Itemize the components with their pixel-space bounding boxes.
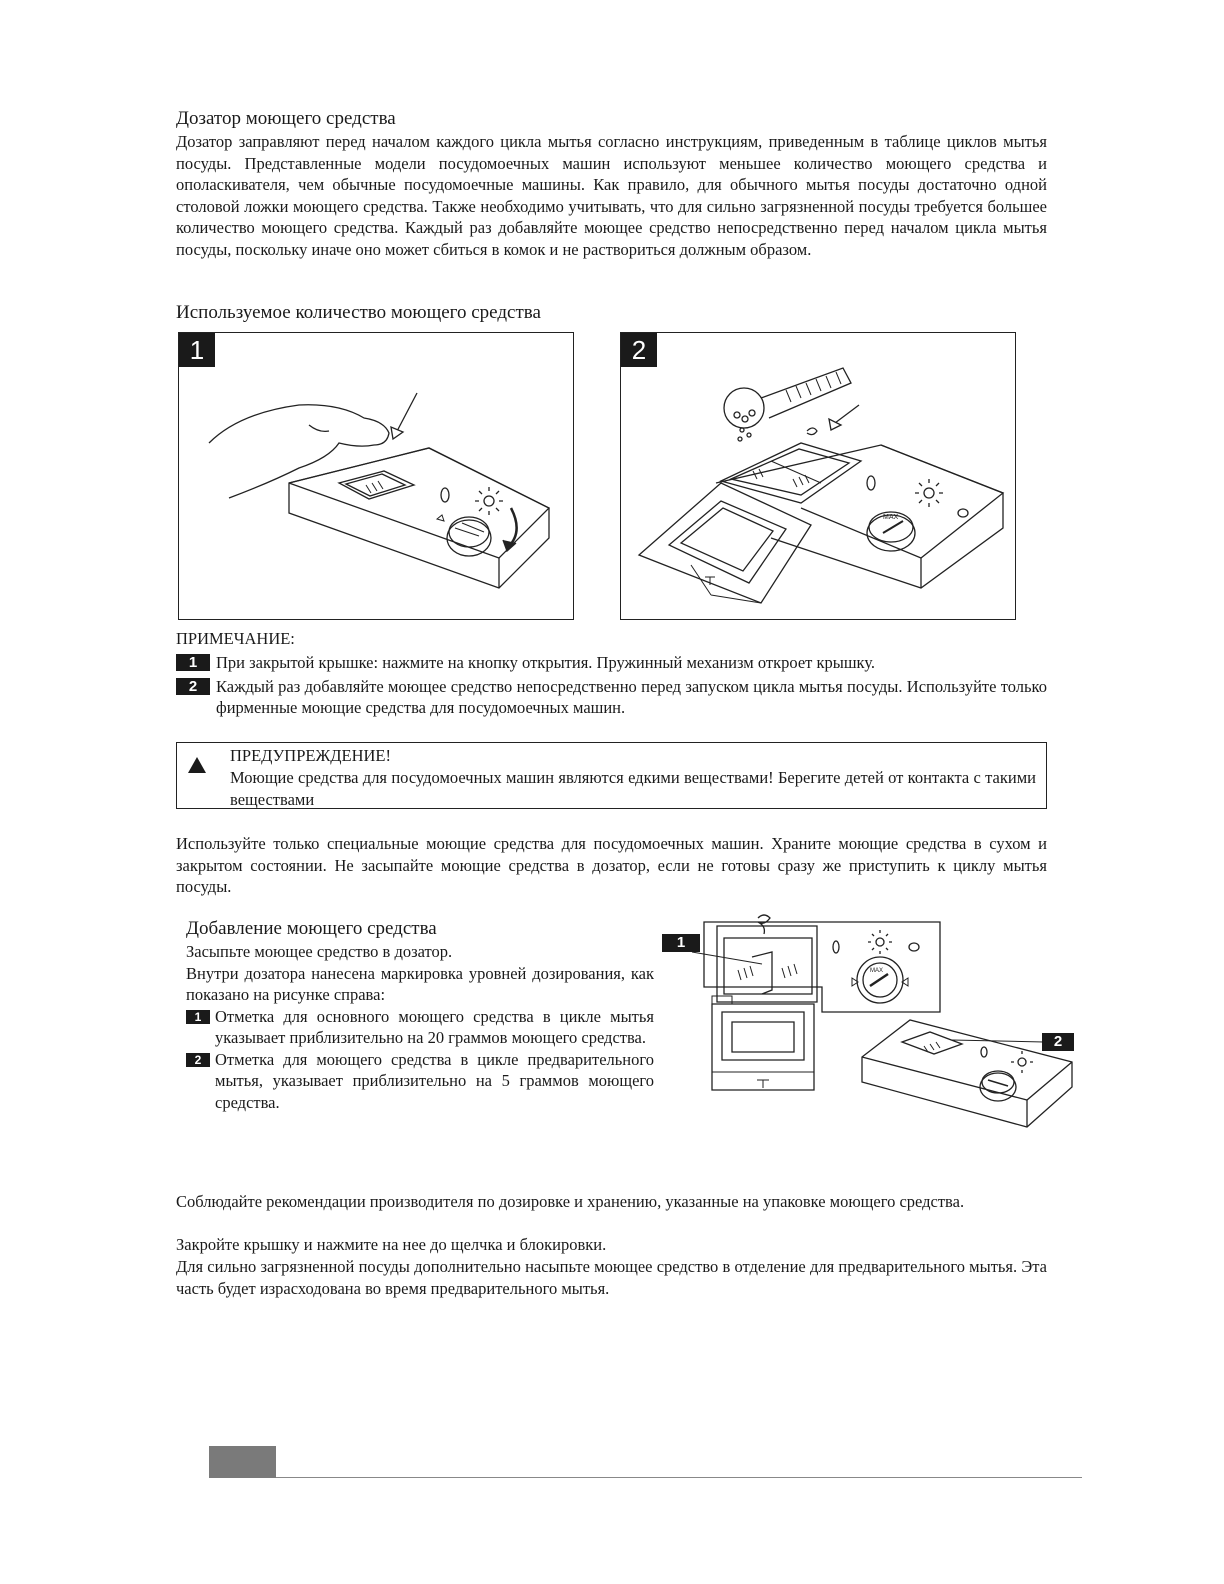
figure-1-tag: 1 (179, 333, 215, 367)
adding-number-badge: 2 (186, 1053, 210, 1067)
note-text: Каждый раз добавляйте моющее средство непосредственно перед запуском цикла мытья посуды. Используйте только фирменные моющие средства для посудомоечных машин. (216, 676, 1047, 717)
figure-2-drawing (621, 333, 1017, 621)
closing-paragraph-1: Соблюдайте рекомендации производителя по дозировке и хранению, указанные на упаковке моющего средства. (176, 1192, 965, 1211)
dispenser-levels-drawing (662, 912, 1082, 1142)
adding-text-block (186, 941, 654, 1113)
adding-list-item (186, 1006, 654, 1049)
figure-1-drawing (179, 333, 575, 621)
figure-2 (620, 332, 1016, 620)
note-text: При закрытой крышке: нажмите на кнопку открытия. Пружинный механизм откроет крышку. (216, 653, 876, 672)
figure-1 (178, 332, 574, 620)
note-number-badge: 1 (176, 654, 210, 671)
figure-2-tag: 2 (621, 333, 657, 367)
warning-title: ПРЕДУПРЕЖДЕНИЕ! (230, 746, 392, 765)
section-title-amount: Используемое количество моющего средства (176, 302, 541, 323)
storage-paragraph: Используйте только специальные моющие средства для посудомоечных машин. Храните моющие средства в сухом и закрытом состоянии. Не засыпайте моющие средства в дозатор, если не готовы сразу же приступить к циклу мытья посуды. (176, 834, 1047, 896)
note-item (176, 652, 1047, 674)
note-list (176, 652, 1047, 719)
warning-text: Моющие средства для посудомоечных машин являются едкими веществами! Берегите детей от контакта с такими веществами (230, 768, 1036, 809)
adding-line-1: Засыпьте моющее средство в дозатор. (186, 942, 453, 961)
section-title-adding: Добавление моющего средства (186, 918, 437, 939)
note-heading: ПРИМЕЧАНИЕ: (176, 629, 295, 648)
levels-max-label: MAX (870, 968, 884, 974)
callout-2: 2 (1042, 1033, 1074, 1051)
warning-icon (188, 757, 206, 773)
adding-item-text: Отметка для основного моющего средства в цикле мытья указывает приблизительно на 20 граммов моющего средства. (215, 1006, 654, 1047)
adding-line-2: Внутри дозатора нанесена маркировка уровней дозирования, как показано на рисунке справа: (186, 963, 654, 1004)
closing-paragraph-3: Для сильно загрязненной посуды дополнительно насыпьте моющее средство в отделение для предварительного мытья. Эта часть будет израсходована во время предварительного мытья. (176, 1257, 1047, 1298)
adding-list-item (186, 1049, 654, 1114)
closing-paragraph-2: Закройте крышку и нажмите на нее до щелчка и блокировки. (176, 1235, 607, 1254)
section-title-dispenser: Дозатор моющего средства (176, 108, 396, 129)
dispenser-paragraph: Дозатор заправляют перед началом каждого цикла мытья согласно инструкциям, приведенным в таблице циклов мытья посуды. Представленные модели посудомоечных машин используют меньшее количество моющего средства и ополаскивателя, чем обычные посудомоечные машины. Как правило, для обычного мытья посуды достаточно одной столовой ложки моющего средства. Также необходимо учитывать, что для сильно загрязненной посуды требуется большее количество моющего средства. Каждый раз добавляйте моющее средство непосредственно перед началом цикла мытья посуды, поскольку иначе оно может сбиться в комок и не раствориться должным образом. (176, 132, 1047, 259)
adding-number-badge: 1 (186, 1010, 210, 1024)
footer-rule (276, 1477, 1082, 1478)
note-item (176, 676, 1047, 719)
callout-1: 1 (662, 934, 700, 952)
figure-2-max-label: MAX (883, 514, 899, 521)
adding-item-text: Отметка для моющего средства в цикле предварительного мытья, указывает приблизительно на 5 граммов моющего средства. (215, 1049, 654, 1112)
warning-box (176, 742, 1047, 809)
page-number-tab (209, 1446, 276, 1478)
dispenser-levels-figure (662, 912, 1082, 1142)
note-number-badge: 2 (176, 678, 210, 695)
